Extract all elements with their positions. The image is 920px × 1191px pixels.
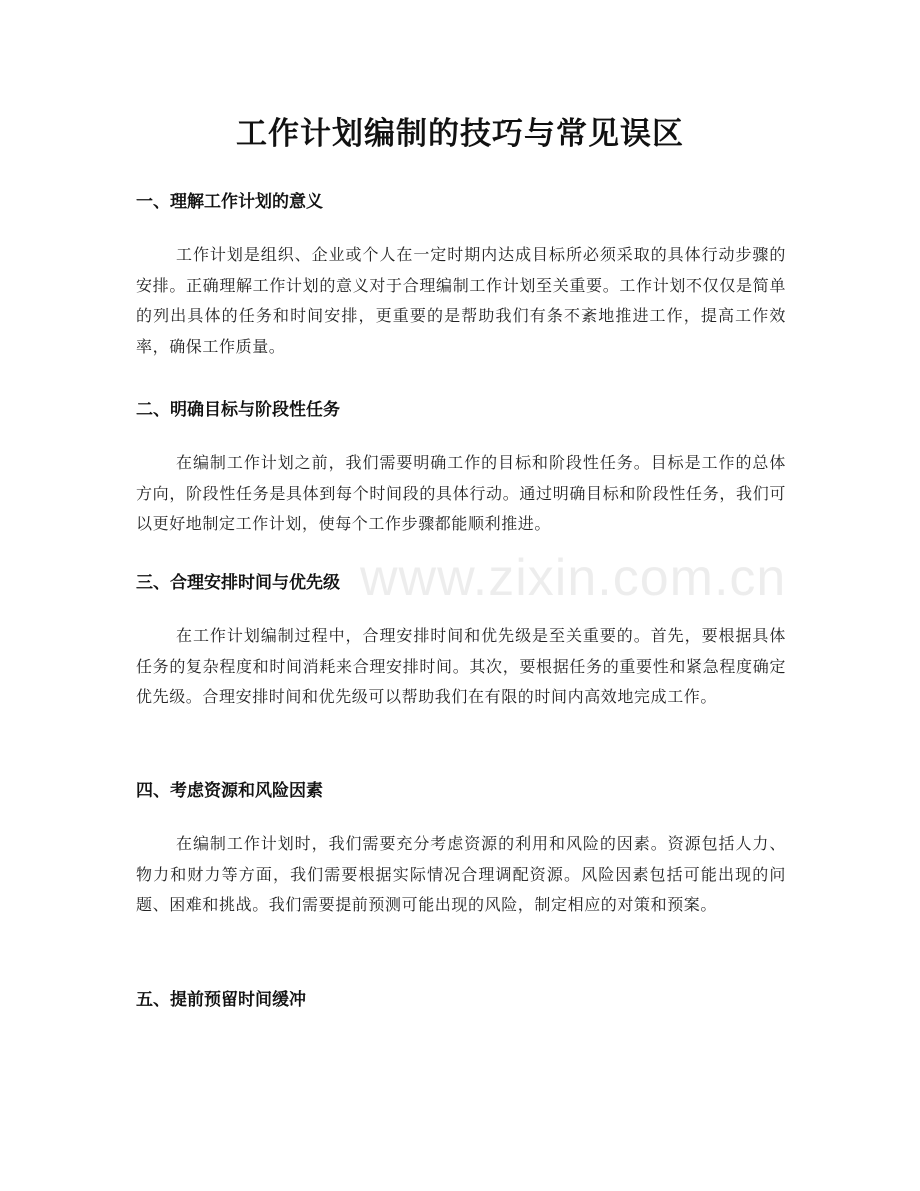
section-heading: 一、理解工作计划的意义 — [136, 192, 323, 212]
section-heading: 二、明确目标与阶段性任务 — [136, 400, 340, 420]
section-paragraph: 在编制工作计划之前，我们需要明确工作的目标和阶段性任务。目标是工作的总体方向，阶段性任务是具体到每个时间段的具体行动。通过明确目标和阶段性任务，我们可以更好地制定工作计划，使每个工作步骤都能顺利推进。 — [136, 453, 786, 533]
section-paragraph: 在编制工作计划时，我们需要充分考虑资源的利用和风险的因素。资源包括人力、物力和财力等方面，我们需要根据实际情况合理调配资源。风险因素包括可能出现的问题、困难和挑战。我们需要提前预测可能出现的风险，制定相应的对策和预案。 — [136, 834, 786, 914]
section-paragraph: 工作计划是组织、企业或个人在一定时期内达成目标所必须采取的具体行动步骤的安排。正确理解工作计划的意义对于合理编制工作计划至关重要。工作计划不仅仅是简单的列出具体的任务和时间安排，更重要的是帮助我们有条不紊地推进工作，提高工作效率，确保工作质量。 — [136, 245, 786, 356]
section-heading: 三、合理安排时间与优先级 — [136, 573, 340, 593]
section-heading: 四、考虑资源和风险因素 — [136, 781, 323, 801]
section-3 — [136, 571, 786, 713]
section-paragraph: 在工作计划编制过程中，合理安排时间和优先级是至关重要的。首先，要根据具体任务的复杂程度和时间消耗来合理安排时间。其次，要根据任务的重要性和紧急程度确定优先级。合理安排时间和优先级可以帮助我们在有限的时间内高效地完成工作。 — [136, 626, 786, 706]
section-5 — [136, 988, 786, 1012]
section-1 — [136, 190, 786, 362]
document-title: 工作计划编制的技巧与常见误区 — [236, 116, 684, 152]
watermark-text: www.zixin.com.cn — [360, 549, 787, 607]
section-2 — [136, 398, 786, 540]
section-heading: 五、提前预留时间缓冲 — [136, 990, 306, 1010]
section-4 — [136, 779, 786, 921]
